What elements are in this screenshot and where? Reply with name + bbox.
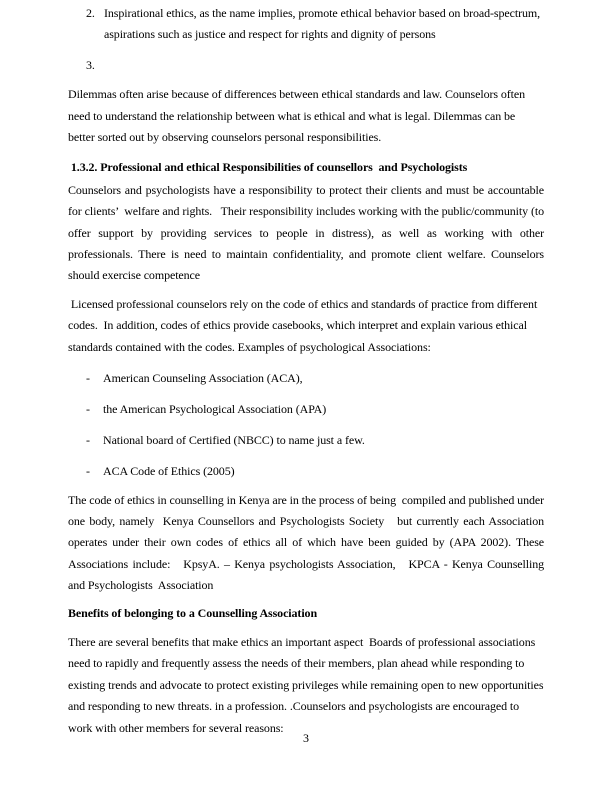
list-item [86, 430, 544, 451]
section-heading-benefits: Benefits of belonging to a Counselling Association [68, 605, 318, 620]
paragraph-benefits: There are several benefits that make ethics an important aspect Boards of professional associations need to rapidly and frequently assess the needs of their members, plan ahead while responding to existing trends and advocate to protect existing privileges while remaining open to new opportunities and responding to new threats. in a profession. .Counselors and psychologists are encouraged to work with other members for several reasons: [68, 634, 547, 735]
bullet-marker: - [86, 464, 90, 479]
list-number: 2. [86, 6, 95, 20]
list-item [86, 399, 544, 420]
list-item-text [104, 55, 544, 76]
section-heading-responsibilities: 1.3.2. Professional and ethical Responsibilities of counsellors and Psychologists [68, 160, 468, 175]
list-number: 3. [86, 57, 95, 72]
list-item [86, 368, 544, 389]
association-bullet-list [86, 368, 544, 482]
bullet-text: ACA Code of Ethics (2005) [103, 464, 235, 479]
list-item [86, 461, 544, 482]
page-number: 3 [303, 731, 309, 745]
bullet-marker: - [86, 433, 90, 448]
paragraph-dilemmas: Dilemmas often arise because of differences between ethical standards and law. Counselors often need to understand the relationship between what is ethical and what is legal. Dilemmas can be better sorted out by observing counselors personal responsibilities. [68, 87, 528, 145]
bullet-text: the American Psychological Association (APA) [103, 402, 327, 417]
bullet-text: National board of Certified (NBCC) to name just a few. [103, 433, 365, 448]
numbered-item-2 [86, 3, 544, 46]
bullet-text: American Counseling Association (ACA), [103, 371, 303, 386]
paragraph-responsibility: Counselors and psychologists have a responsibility to protect their clients and must be accountable for clients’ welfare and rights. Their responsibility includes working with the public/community (to offer support by providing services to people in distress), as well as working with other professionals. There is need to maintain confidentiality, and promote client welfare. Counselors should exercise competence [68, 182, 547, 283]
paragraph-kenya-codes: The code of ethics in counselling in Kenya are in the process of being compiled and published under one body, namely Kenya Counsellors and Psychologists Society but currently each Association operates under their own codes of ethics all of which have been guided by (APA 2002). These Associations include: KpsyA. – Kenya psychologists Association, KPCA - Kenya Counselling and Psychologists Association [68, 492, 547, 593]
paragraph-licensed-counselors: Licensed professional counselors rely on the code of ethics and standards of practice from different codes. In addition, codes of ethics provide casebooks, which interpret and explain various ethical standards contained with the codes. Examples of psychological Associations: [68, 296, 541, 354]
bullet-marker: - [86, 371, 90, 386]
list-item-text: Inspirational ethics, as the name implies, promote ethical behavior based on broad-spectrum, aspirations such as justice and respect for rights and dignity of persons [104, 6, 543, 42]
bullet-marker: - [86, 402, 90, 417]
numbered-item-3 [86, 55, 544, 76]
